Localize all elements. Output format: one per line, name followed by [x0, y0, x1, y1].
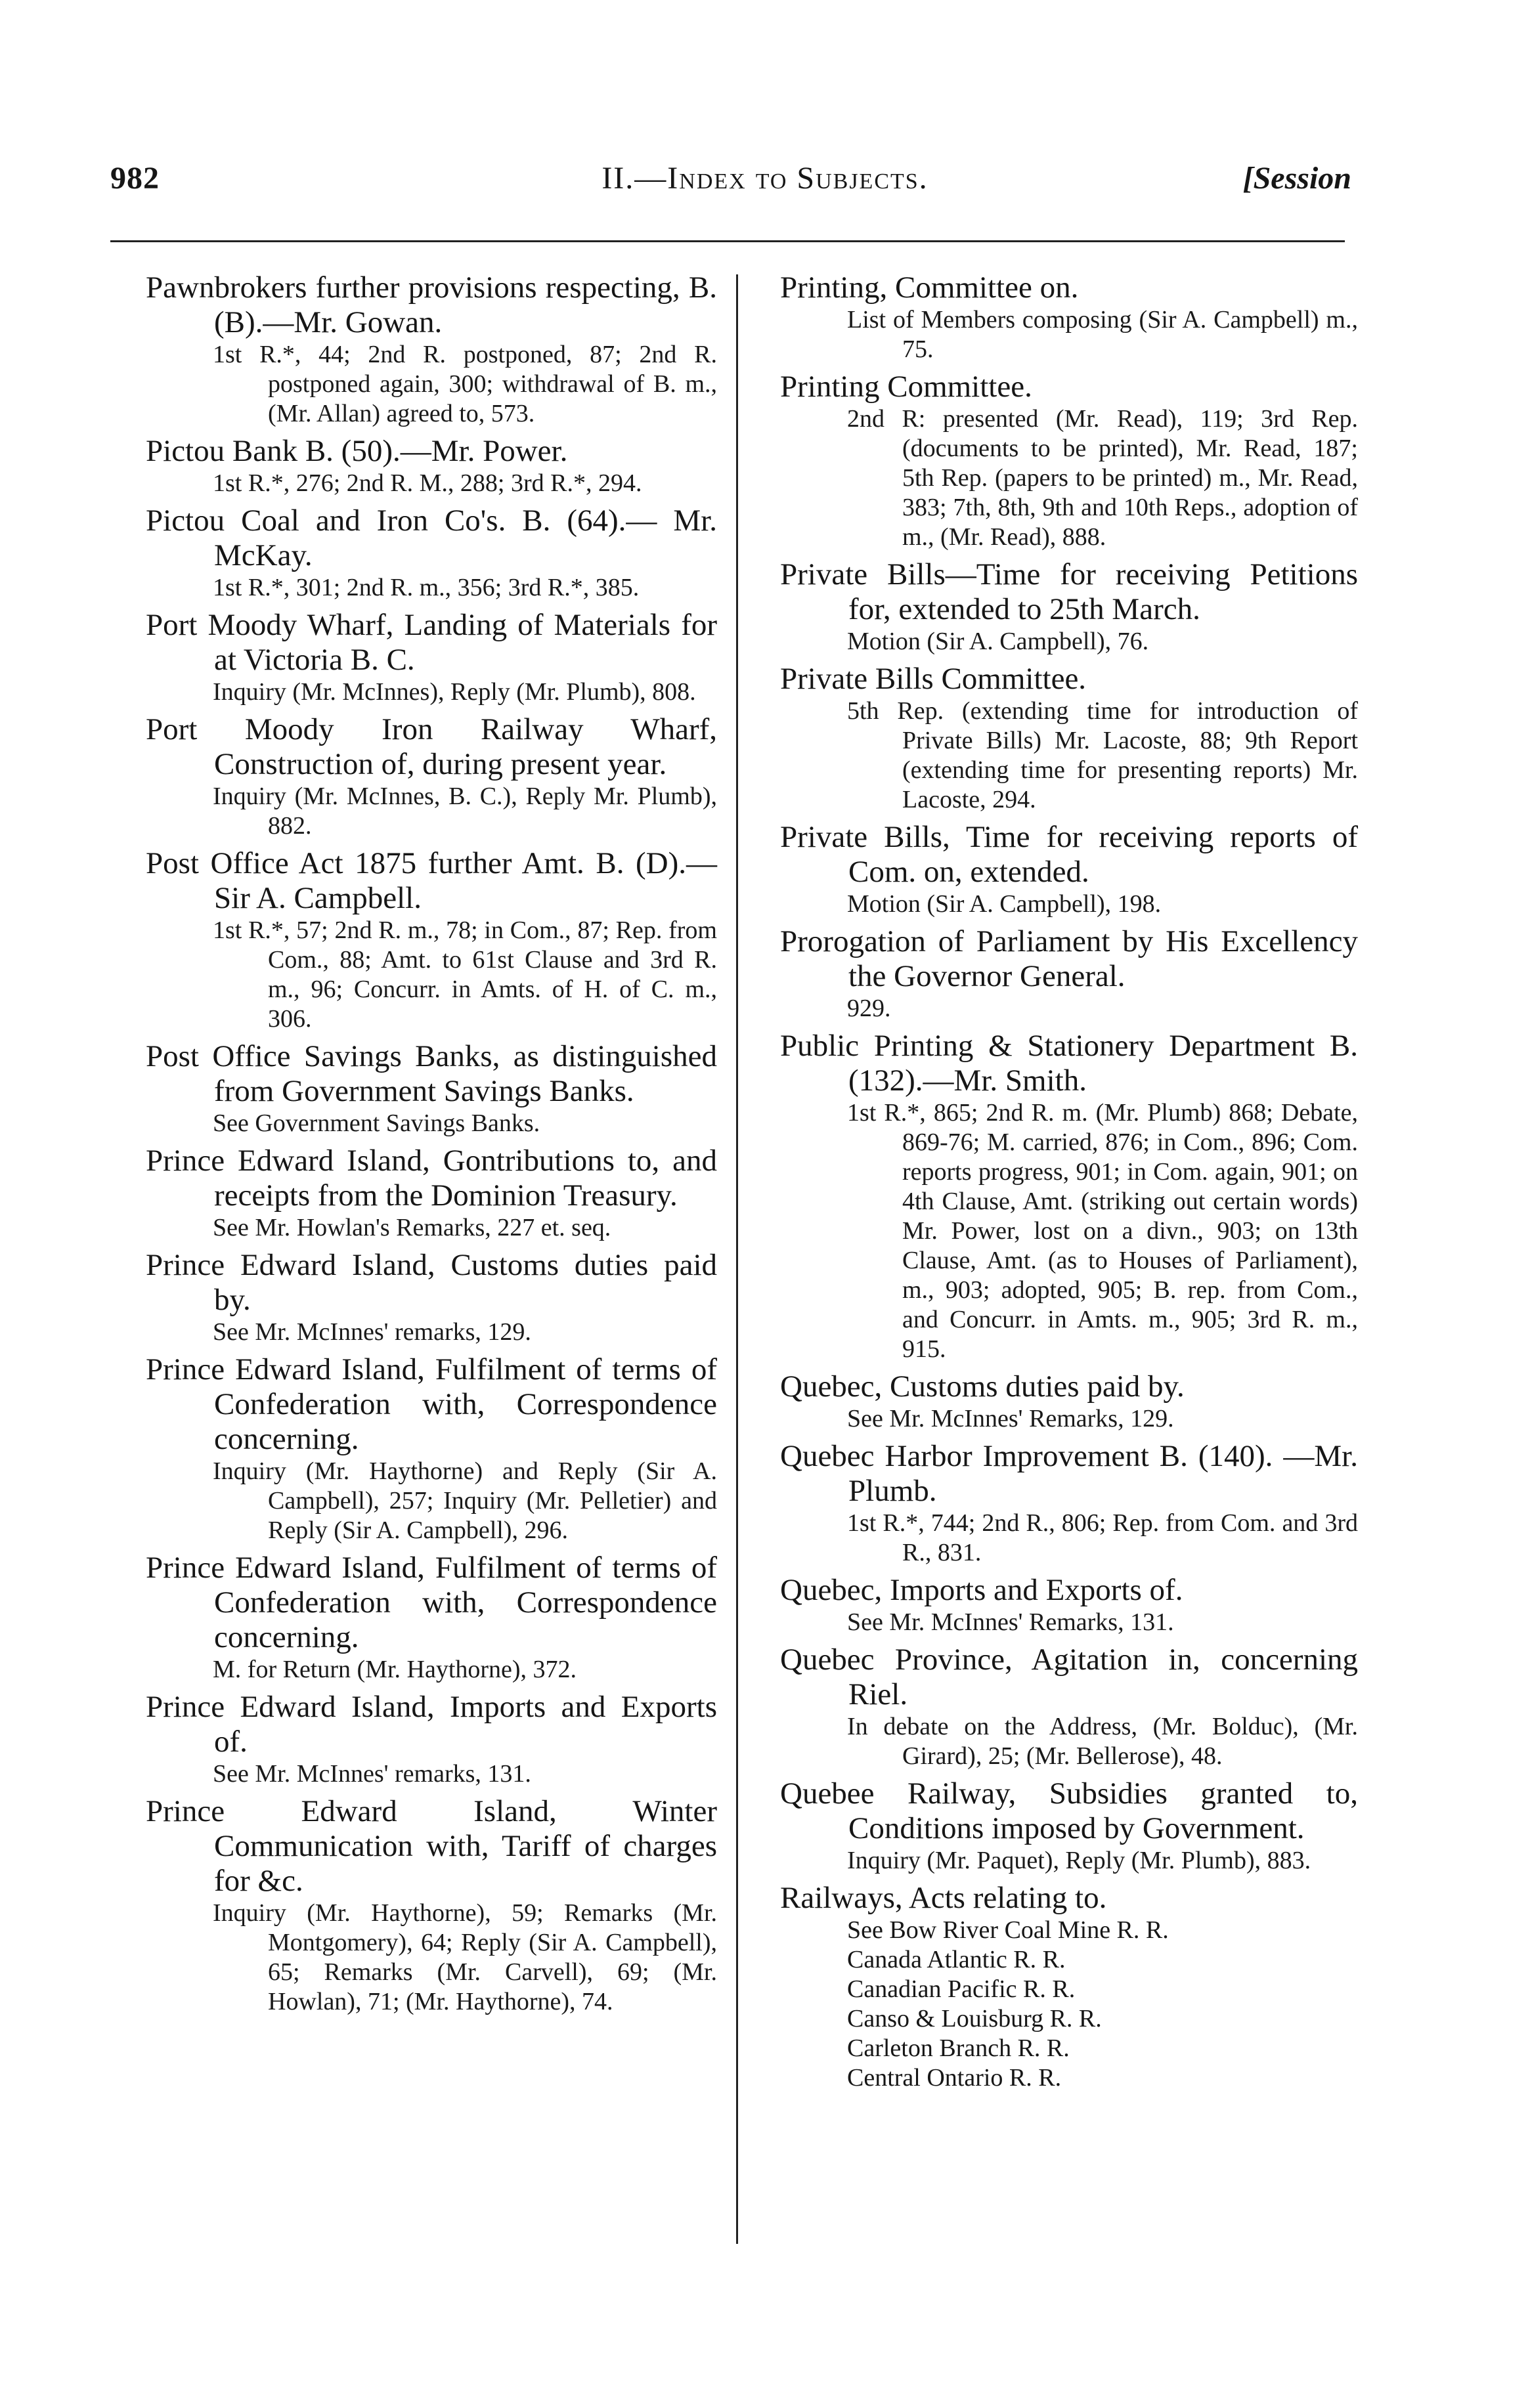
cross-reference: Central Ontario R. R. [847, 2064, 1062, 2092]
entry-heading: Prorogation of Parliament by His Excellency the Governor General. [780, 924, 1358, 993]
index-entry [780, 1643, 1358, 1771]
cross-reference: Canadian Pacific R. R. [847, 1975, 1076, 2003]
index-entry [780, 1573, 1358, 1637]
entry-detail: In debate on the Address, (Mr. Bolduc), (Mr. Girard), 25; (Mr. Bellerose), 48. [847, 1713, 1358, 1770]
entry-heading: Quebec Province, Agitation in, concerning Riel. [780, 1643, 1358, 1711]
entry-detail: 1st R.*, 44; 2nd R. postponed, 87; 2nd R. postponed again, 300; withdrawal of B. m., (Mr. Allan) agreed to, 573. [213, 341, 717, 427]
index-entry [146, 608, 717, 707]
entry-heading: Prince Edward Island, Imports and Exports of. [146, 1690, 717, 1759]
entry-heading: Private Bills, Time for receiving reports of Com. on, extended. [780, 820, 1358, 889]
index-entry [780, 820, 1358, 919]
entry-heading: Private Bills—Time for receiving Petitions for, extended to 25th March. [780, 557, 1358, 626]
index-entry [780, 370, 1358, 552]
entry-detail: 929. [847, 995, 891, 1022]
entry-detail: List of Members composing (Sir A. Campbell) m., 75. [847, 306, 1358, 363]
index-entry [780, 1369, 1358, 1434]
entry-detail: M. for Return (Mr. Haythorne), 372. [213, 1656, 577, 1683]
entry-detail: 1st R.*, 276; 2nd R. M., 288; 3rd R.*, 294. [213, 469, 642, 497]
index-entry [146, 712, 717, 841]
index-entry [780, 1439, 1358, 1568]
cross-reference: Carleton Branch R. R. [847, 2034, 1070, 2062]
index-entry [780, 270, 1358, 364]
entry-heading: Prince Edward Island, Gontributions to, and receipts from the Dominion Treasury. [146, 1144, 717, 1213]
index-entry [780, 924, 1358, 1023]
entry-detail: 2nd R: presented (Mr. Read), 119; 3rd Rep. (documents to be printed), Mr. Read, 187; 5th Rep. (papers to be printed) m., Mr. Read, 383; 7th, 8th, 9th and 10th Reps., adoption of m., (Mr. Read), 888. [847, 405, 1358, 551]
entry-heading: Public Printing & Stationery Department B. (132).—Mr. Smith. [780, 1029, 1358, 1098]
entry-heading: Prince Edward Island, Fulfilment of terms of Confederation with, Correspondence concerning. [146, 1551, 717, 1654]
entry-heading: Post Office Act 1875 further Amt. B. (D).—Sir A. Campbell. [146, 846, 717, 915]
entry-detail: Motion (Sir A. Campbell), 76. [847, 628, 1149, 655]
entry-heading: Private Bills Committee. [780, 662, 1087, 696]
index-entry [780, 557, 1358, 656]
entry-detail: 1st R.*, 57; 2nd R. m., 78; in Com., 87; Rep. from Com., 88; Amt. to 61st Clause and 3rd R. m., 96; Concurr. in Amts. of H. of C. m., 306. [213, 916, 717, 1033]
entry-heading: Prince Edward Island, Winter Communication with, Tariff of charges for &c. [146, 1794, 717, 1898]
index-entry [146, 1794, 717, 2017]
page-number: 982 [110, 161, 160, 196]
column-divider [736, 274, 738, 2244]
entry-detail: Inquiry (Mr. Haythorne) and Reply (Sir A. Campbell), 257; Inquiry (Mr. Pelletier) and Reply (Sir A. Campbell), 296. [213, 1457, 717, 1544]
cross-reference: Canada Atlantic R. R. [847, 1946, 1066, 1973]
index-column-right [780, 270, 1358, 2098]
index-entry [780, 1029, 1358, 1364]
entry-heading: Port Moody Iron Railway Wharf, Construction of, during present year. [146, 712, 717, 781]
running-title-text: II.—Index to Subjects. [601, 161, 929, 196]
entry-detail: See Mr. Howlan's Remarks, 227 et. seq. [213, 1214, 611, 1241]
entry-heading: Pawnbrokers further provisions respecting, B. (B).—Mr. Gowan. [146, 270, 717, 339]
index-entry [146, 270, 717, 429]
entry-heading: Printing, Committee on. [780, 270, 1079, 305]
entry-heading: Post Office Savings Banks, as distinguished from Government Savings Banks. [146, 1039, 717, 1108]
header-rule [110, 240, 1345, 242]
entry-detail: 1st R.*, 744; 2nd R., 806; Rep. from Com. and 3rd R., 831. [847, 1509, 1358, 1566]
entry-detail: Inquiry (Mr. Haythorne), 59; Remarks (Mr. Montgomery), 64; Reply (Sir A. Campbell), 65; Remarks (Mr. Carvell), 69; (Mr. Howlan), 71; (Mr. Haythorne), 74. [213, 1899, 717, 2015]
cross-reference: See Bow River Coal Mine R. R. [847, 1916, 1169, 1944]
entry-detail: 5th Rep. (extending time for introduction of Private Bills) Mr. Lacoste, 88; 9th Report (extending time for presenting reports) Mr. Lacoste, 294. [847, 697, 1358, 813]
entry-detail: Inquiry (Mr. Paquet), Reply (Mr. Plumb), 883. [847, 1847, 1311, 1874]
entry-heading: Pictou Coal and Iron Co's. B. (64).— Mr. McKay. [146, 504, 717, 572]
index-entry [780, 1881, 1358, 2093]
index-entry [146, 1039, 717, 1138]
index-entry [780, 662, 1358, 815]
index-entry [146, 1551, 717, 1685]
index-entry [146, 1144, 717, 1243]
running-session-label: [Session [1242, 161, 1351, 196]
entry-heading: Quebec Harbor Improvement B. (140). —Mr. Plumb. [780, 1439, 1358, 1508]
entry-detail: 1st R.*, 301; 2nd R. m., 356; 3rd R.*, 385. [213, 574, 640, 601]
entry-detail: Inquiry (Mr. McInnes, B. C.), Reply Mr. Plumb), 882. [213, 783, 717, 840]
index-entry [146, 1248, 717, 1347]
entry-detail: See Mr. McInnes' remarks, 129. [213, 1318, 531, 1346]
entry-heading: Railways, Acts relating to. [780, 1881, 1107, 1915]
entry-heading: Quebec, Imports and Exports of. [780, 1573, 1183, 1607]
entry-detail: See Mr. McInnes' remarks, 131. [213, 1760, 531, 1788]
entry-heading: Printing Committee. [780, 370, 1032, 404]
entry-heading: Quebee Railway, Subsidies granted to, Conditions imposed by Government. [780, 1776, 1358, 1845]
index-entry [146, 846, 717, 1034]
index-entry [146, 1690, 717, 1789]
entry-heading: Prince Edward Island, Fulfilment of terms of Confederation with, Correspondence concerning. [146, 1352, 717, 1456]
cross-reference: Canso & Louisburg R. R. [847, 2005, 1102, 2032]
index-entry [146, 1352, 717, 1545]
entry-detail: See Mr. McInnes' Remarks, 131. [847, 1608, 1174, 1636]
entry-heading: Pictou Bank B. (50).—Mr. Power. [146, 434, 568, 468]
index-entry [146, 504, 717, 603]
entry-detail: Motion (Sir A. Campbell), 198. [847, 890, 1162, 918]
entry-heading: Quebec, Customs duties paid by. [780, 1369, 1185, 1404]
index-entry [780, 1776, 1358, 1876]
entry-detail: Inquiry (Mr. McInnes), Reply (Mr. Plumb), 808. [213, 678, 696, 706]
entry-detail: See Mr. McInnes' Remarks, 129. [847, 1405, 1174, 1432]
entry-detail: 1st R.*, 865; 2nd R. m. (Mr. Plumb) 868; Debate, 869-76; M. carried, 876; in Com., 896; Com. reports progress, 901; in Com. again, 901; on 4th Clause, Amt. (striking out certain words) Mr. Power, lost on a divn., 903; on 13th Clause, Amt. (as to Houses of Parliament), m., 903; adopted, 905; B. rep. from Com., and Concurr. in Amts. m., 905; 3rd R. m., 915. [847, 1099, 1358, 1363]
entry-heading: Prince Edward Island, Customs duties paid by. [146, 1248, 717, 1317]
entry-heading: Port Moody Wharf, Landing of Materials for at Victoria B. C. [146, 608, 717, 677]
entry-detail: See Government Savings Banks. [213, 1109, 540, 1137]
index-entry [146, 434, 717, 498]
index-column-left [146, 270, 717, 2022]
